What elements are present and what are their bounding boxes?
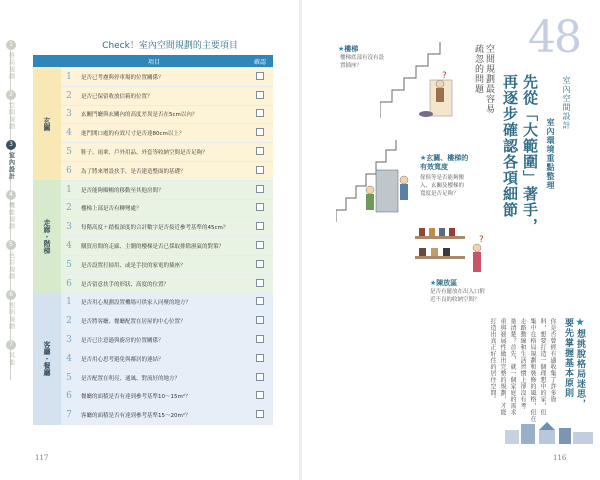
star-icon: ★: [338, 45, 345, 53]
row-text: 是否已注意過與廚房的位置關係？: [77, 331, 247, 350]
check-cell: [247, 218, 273, 237]
body-text-column: 走路動線和生活習慣上卻沒有考: [519, 318, 526, 409]
checkbox[interactable]: [256, 128, 264, 136]
star-icon: ★: [575, 318, 585, 329]
row-text: 是否配置在明亮、通風、對流好的地方？: [77, 368, 247, 387]
row-text: 是否用心思考避免與鄰居的連結？: [77, 349, 247, 368]
checkbox[interactable]: [256, 147, 264, 155]
sidebar-item: [4, 240, 18, 280]
sidebar-item: [4, 90, 18, 130]
check-cell: [247, 293, 273, 312]
sidebar-item: [4, 340, 18, 366]
sidebar-item-label: 格局規劃: [7, 52, 15, 80]
checkbox[interactable]: [256, 260, 264, 268]
note-text-width: 傢俱等是否能夠搬入，玄關及樓梯的寬度是否足夠？: [420, 175, 465, 197]
sidebar-item-label: 機能規劃: [7, 202, 15, 230]
sidebar-item-number: 7: [6, 340, 16, 350]
row-text: 鞋子、雨傘、戶外用品、外套等收納空間是否足夠？: [77, 143, 247, 162]
table-row: [33, 293, 273, 312]
note-title-stairs: ★樓梯: [338, 45, 359, 53]
body-text-column: 你是否曾經有過收集了許多資: [549, 318, 556, 403]
check-cell: [247, 368, 273, 387]
row-number: 4: [61, 237, 77, 256]
row-text: 餐廳的面積是否有達到參考基準10〜15m²？: [77, 387, 247, 406]
header-item: 項目: [61, 55, 247, 68]
page-number-left: 117: [35, 454, 49, 462]
row-text: 客廳的面積是否有達到參考基準15〜20m²？: [77, 406, 247, 425]
section-tag: 室內環境重點整理: [546, 118, 556, 190]
body-text-column: 料，想要打造一個理想中的家，但: [539, 318, 546, 416]
sidebar-item-label: 色彩規劃: [7, 252, 15, 280]
row-number: 1: [61, 68, 77, 87]
table-row: [33, 387, 273, 406]
check-cell: [247, 237, 273, 256]
star-icon: ★: [430, 279, 437, 287]
table-row: [33, 105, 273, 124]
page-gutter: [299, 0, 302, 480]
category-label: 走廊・階梯: [43, 219, 51, 255]
table-row: [33, 255, 273, 274]
header-category: [33, 55, 61, 68]
side-question-1: 空間規劃最容易: [484, 44, 494, 114]
shoe-shelf-illustration: [415, 222, 490, 282]
table-row: [33, 274, 273, 293]
row-number: 6: [61, 274, 77, 293]
fridge-stairs-illustration: [336, 140, 421, 225]
row-number: 1: [61, 180, 77, 199]
row-text: 是否能夠順暢的移動至其他房間？: [77, 180, 247, 199]
row-number: 7: [61, 406, 77, 425]
star-icon: ★: [420, 154, 427, 162]
sidebar-item: [4, 290, 18, 330]
checkbox[interactable]: [256, 354, 264, 362]
category-cell: [33, 293, 61, 425]
checkbox[interactable]: [256, 297, 264, 305]
row-number: 3: [61, 218, 77, 237]
svg-text:?: ?: [442, 71, 447, 81]
table-row: [33, 143, 273, 162]
row-text: 購買房間的走廊、主側的樓梯是否已採取排除濕氣的對策？: [77, 237, 247, 256]
note-text-stairs: 樓梯底部有沒有設置插座？: [340, 55, 385, 69]
table-row: [33, 312, 273, 331]
row-text: 每階高度＋踏板深度的合計數字是否接近參考基準的45cm？: [77, 218, 247, 237]
tip-head-2: 要先掌握基本原則: [563, 318, 573, 398]
stairs-vacuum-illustration: [380, 40, 460, 120]
checkbox[interactable]: [256, 373, 264, 381]
row-number: 5: [61, 368, 77, 387]
sidebar-item-number: 4: [6, 190, 16, 200]
row-number: 2: [61, 86, 77, 105]
check-cell: [247, 349, 273, 368]
note-title-storage: ★陳放區: [430, 279, 458, 287]
checkbox[interactable]: [256, 410, 264, 418]
headline-line-2: 再逐步確認各項細節: [501, 74, 519, 218]
checkbox[interactable]: [256, 335, 264, 343]
sidebar-item-label: 空間規劃: [7, 102, 15, 130]
check-cell: [247, 143, 273, 162]
row-text: 是否用心規劃設置機場可供家人同聚的地方？: [77, 293, 247, 312]
row-number: 2: [61, 312, 77, 331]
note-title-width: ★玄關、樓梯的有效寬度: [420, 154, 469, 171]
checkbox[interactable]: [256, 203, 264, 211]
header-check: 確認: [247, 55, 273, 68]
sidebar-item: [4, 140, 18, 180]
checkbox[interactable]: [256, 391, 264, 399]
checkbox[interactable]: [256, 109, 264, 117]
checkbox[interactable]: [256, 91, 264, 99]
checkbox[interactable]: [256, 316, 264, 324]
row-number: 5: [61, 143, 77, 162]
check-cell: [247, 105, 273, 124]
sidebar-item-number: 5: [6, 240, 16, 250]
table-row: [33, 68, 273, 87]
row-number: 6: [61, 387, 77, 406]
sidebar-item-number: 1: [6, 40, 16, 50]
table-row: [33, 237, 273, 256]
section-subtitle: 室內空間設計: [562, 76, 571, 130]
sidebar-item-label: 其他: [7, 352, 15, 366]
row-text: 為了將來增設扶手，是否建造整面的基礎？: [77, 161, 247, 180]
category-cell: [33, 68, 61, 181]
row-text: 是否留意扶手的形狀、高度的位置？: [77, 274, 247, 293]
row-text: 樓梯上部是否有轉彎處？: [77, 199, 247, 218]
note-text-storage: 是否有擺放在出入口附近不良的收納空間？: [430, 289, 486, 303]
sidebar-item-number: 3: [6, 140, 16, 150]
table-row: [33, 218, 273, 237]
checkbox[interactable]: [256, 166, 264, 174]
check-cell: [247, 331, 273, 350]
svg-text:?: ?: [479, 235, 484, 245]
headline-line-1: 先從「大範圍」著手，: [521, 74, 539, 234]
row-number: 5: [61, 255, 77, 274]
checkbox[interactable]: [256, 241, 264, 249]
check-cell: [247, 180, 273, 199]
body-text-column: 集中在格局規劃和裝修的風格，但在: [529, 318, 536, 422]
body-text-column: 打造出真正好住的居住空間。: [489, 318, 496, 403]
check-cell: [247, 387, 273, 406]
check-cell: [247, 124, 273, 143]
side-question-2: 疏忽的問題: [473, 44, 483, 94]
checkbox[interactable]: [256, 72, 264, 80]
body-text-column: 量清楚？首先，就一個家庭的需求: [509, 318, 516, 416]
row-number: 2: [61, 199, 77, 218]
sidebar-item-label: 照明規劃: [7, 302, 15, 330]
row-text: 玄關門廳與玄關內的高度差異是否在5cm以內？: [77, 105, 247, 124]
row-text: 是否設置打掃用、或是手扶的家電的插座？: [77, 255, 247, 274]
check-cell: [247, 199, 273, 218]
check-cell: [247, 312, 273, 331]
row-number: 3: [61, 331, 77, 350]
checkbox[interactable]: [256, 185, 264, 193]
check-cell: [247, 406, 273, 425]
table-row: [33, 331, 273, 350]
check-cell: [247, 68, 273, 87]
section-number: 48: [528, 12, 580, 63]
sidebar-item-number: 2: [6, 90, 16, 100]
tip-head-1: ★想挑脫格局迷思，: [575, 318, 585, 409]
row-text: 是否將客廳、餐廳配置在居屋的中心位置？: [77, 312, 247, 331]
table-row: [33, 161, 273, 180]
table-row: [33, 368, 273, 387]
table-row: [33, 124, 273, 143]
category-cell: [33, 180, 61, 293]
sidebar-item-number: 6: [6, 290, 16, 300]
row-number: 6: [61, 161, 77, 180]
row-number: 4: [61, 124, 77, 143]
page-number-right: 116: [553, 454, 567, 462]
checklist-table: [33, 55, 273, 425]
checkbox[interactable]: [256, 279, 264, 287]
table-row: [33, 86, 273, 105]
row-number: 3: [61, 105, 77, 124]
category-label: 玄關: [43, 117, 51, 132]
table-row: [33, 406, 273, 425]
table-row: [33, 199, 273, 218]
category-label: 客廳・餐廳: [43, 341, 51, 377]
table-row: [33, 180, 273, 199]
body-text-column: 重與發展性做出完整的規劃，才能: [499, 318, 506, 416]
row-text: 是否已保留收放信箱的位置？: [77, 86, 247, 105]
table-title: Check！室內空間規劃的主要項目: [102, 41, 238, 51]
row-number: 1: [61, 293, 77, 312]
checkbox[interactable]: [256, 222, 264, 230]
sidebar-item: [4, 40, 18, 80]
check-cell: [247, 86, 273, 105]
table-row: [33, 349, 273, 368]
row-number: 4: [61, 349, 77, 368]
row-text: 進門開口處的有效尺寸是否達80cm以上？: [77, 124, 247, 143]
houses-illustration: [505, 420, 595, 444]
check-cell: [247, 255, 273, 274]
sidebar-item-label: 室內設計: [7, 152, 15, 180]
check-cell: [247, 161, 273, 180]
check-cell: [247, 274, 273, 293]
row-text: 是否已考慮與停車場的位置關係？: [77, 68, 247, 87]
sidebar-item: [4, 190, 18, 230]
